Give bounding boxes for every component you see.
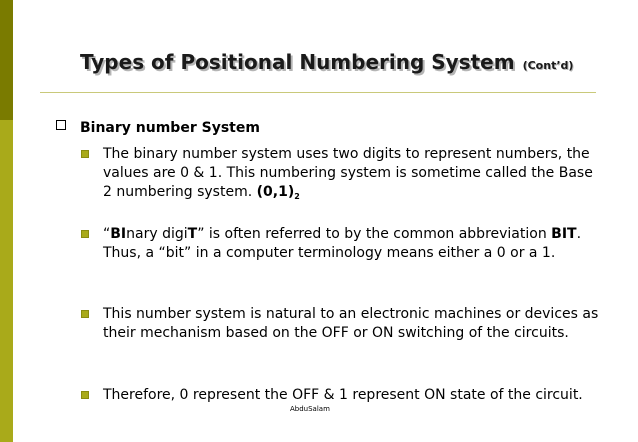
base-notation: (0,1) — [256, 184, 295, 200]
sidebar-bar — [0, 0, 13, 442]
heading-text: Binary number System — [80, 120, 260, 136]
bullet-text-bold: T — [187, 226, 198, 242]
bullet-item-1 — [81, 145, 601, 206]
sidebar-accent — [0, 120, 13, 442]
bullet-text — [103, 225, 601, 263]
bullet-item-3 — [81, 305, 601, 343]
heading-item — [56, 120, 260, 136]
square-bullet-icon — [81, 310, 89, 318]
title-suffix: (Cont’d) — [522, 59, 574, 72]
bullet-text-part: ” is often referred to by the common abbreviation — [197, 226, 552, 242]
bullet-text-part: . Thus, a “bit” in a computer terminology means either a 0 or a 1. — [103, 226, 582, 261]
square-bullet-icon — [81, 150, 89, 158]
hollow-square-bullet-icon — [56, 120, 66, 130]
bullet-text-part: The binary number system uses two digits to represent numbers, the values are 0 & 1. This numbering system is sometime called the Base 2 numbering system. — [103, 146, 593, 200]
square-bullet-icon — [81, 391, 89, 399]
bullet-text: Therefore, 0 represent the OFF & 1 represent ON state of the circuit. — [103, 387, 583, 403]
bullet-text-bold: BIT — [551, 226, 577, 242]
slide-title: Types of Positional Numbering System — [80, 50, 515, 74]
bullet-item-4 — [81, 386, 601, 405]
title-area — [80, 50, 573, 74]
footer-author: AbduSalam — [290, 405, 330, 413]
bullet-text-part: nary digi — [126, 226, 188, 242]
title-divider — [40, 92, 596, 93]
bullet-text-bold: BI — [110, 226, 127, 242]
bullet-text: This number system is natural to an electronic machines or devices as their mechanism based on the OFF or ON switching of the circuits. — [103, 306, 599, 341]
base-subscript: 2 — [294, 192, 300, 201]
square-bullet-icon — [81, 230, 89, 238]
bullet-text — [103, 145, 601, 206]
bullet-text-part: “ — [103, 226, 111, 242]
bullet-item-2 — [81, 225, 601, 263]
